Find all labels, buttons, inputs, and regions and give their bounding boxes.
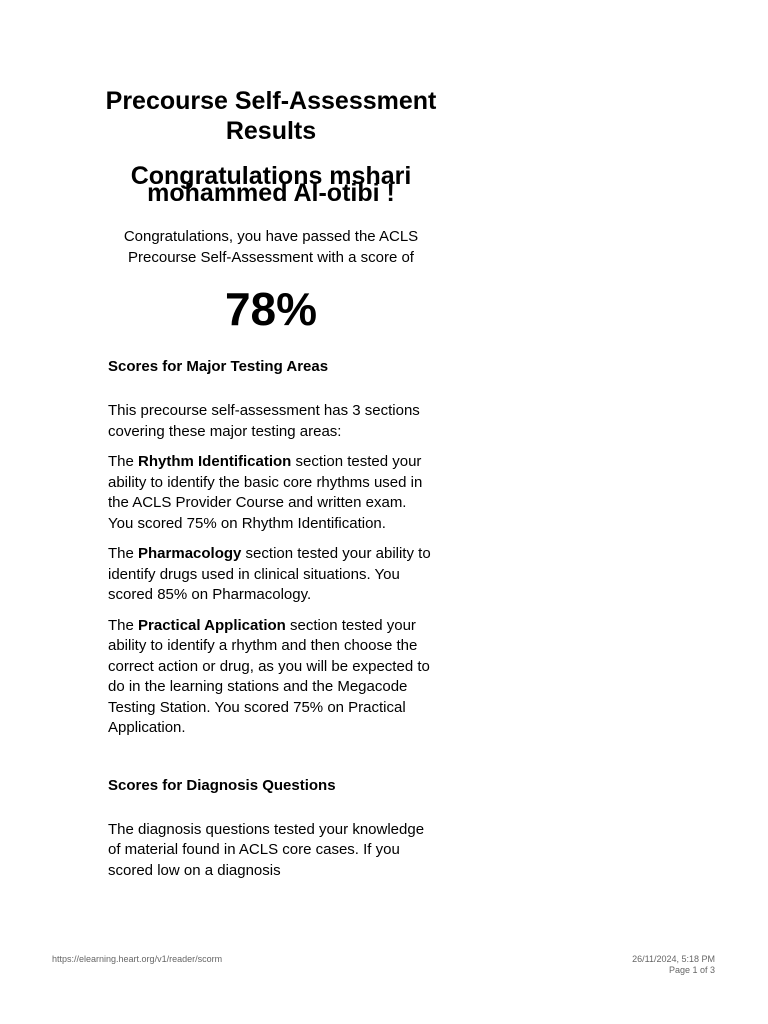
major-areas-heading: Scores for Major Testing Areas (108, 358, 329, 375)
footer-meta (632, 954, 715, 976)
rhythm-name: Rhythm Identification (138, 453, 292, 470)
major-areas-intro: This precourse self-assessment has 3 sections covering these major testing areas: (108, 402, 420, 440)
section-spacer (108, 749, 434, 775)
footer-page-number: Page 1 of 3 (668, 965, 715, 975)
passed-message: Congratulations, you have passed the ACLS Precourse Self-Assessment with a score of (123, 228, 419, 266)
practical-text: section tested your ability to identify a rhythm and then choose the correct action or drug, as you will be expected to do in the learning stations and the Megacode Testing Station. You scored 75% on Practical Application. (108, 616, 430, 736)
rhythm-text: section tested your ability to identify the basic core rhythms used in the ACLS Provider Course and written exam. You scored 75% on Rhythm Identification. (108, 453, 423, 532)
pharmacology-name: Pharmacology (138, 545, 242, 562)
diagnosis-heading: Scores for Diagnosis Questions (108, 776, 336, 794)
footer-datetime: 26/11/2024, 5:18 PM (632, 954, 715, 964)
document-body (105, 86, 437, 891)
pharmacology-prefix: The (108, 545, 139, 562)
diagnosis-paragraph: The diagnosis questions tested your knowledge of material found in ACLS core cases. If you scored low on a diagnosis (108, 820, 425, 879)
footer-url: https://elearning.heart.org/v1/reader/scorm (52, 954, 223, 964)
page-title: Precourse Self-Assessment Results (105, 87, 437, 145)
practical-paragraph (108, 616, 434, 739)
overall-score: 78% (224, 283, 318, 335)
rhythm-paragraph (108, 452, 434, 534)
practical-name: Practical Application (138, 616, 286, 634)
rhythm-prefix: The (108, 453, 139, 470)
congratulations-heading: Congratulations mshari mohammed Al-otibi ! (130, 162, 412, 207)
practical-prefix: The (108, 616, 139, 634)
pharmacology-text: section tested your ability to identify drugs used in clinical situations. You scored 85% on Pharmacology. (108, 545, 431, 603)
pharmacology-paragraph (108, 544, 434, 606)
